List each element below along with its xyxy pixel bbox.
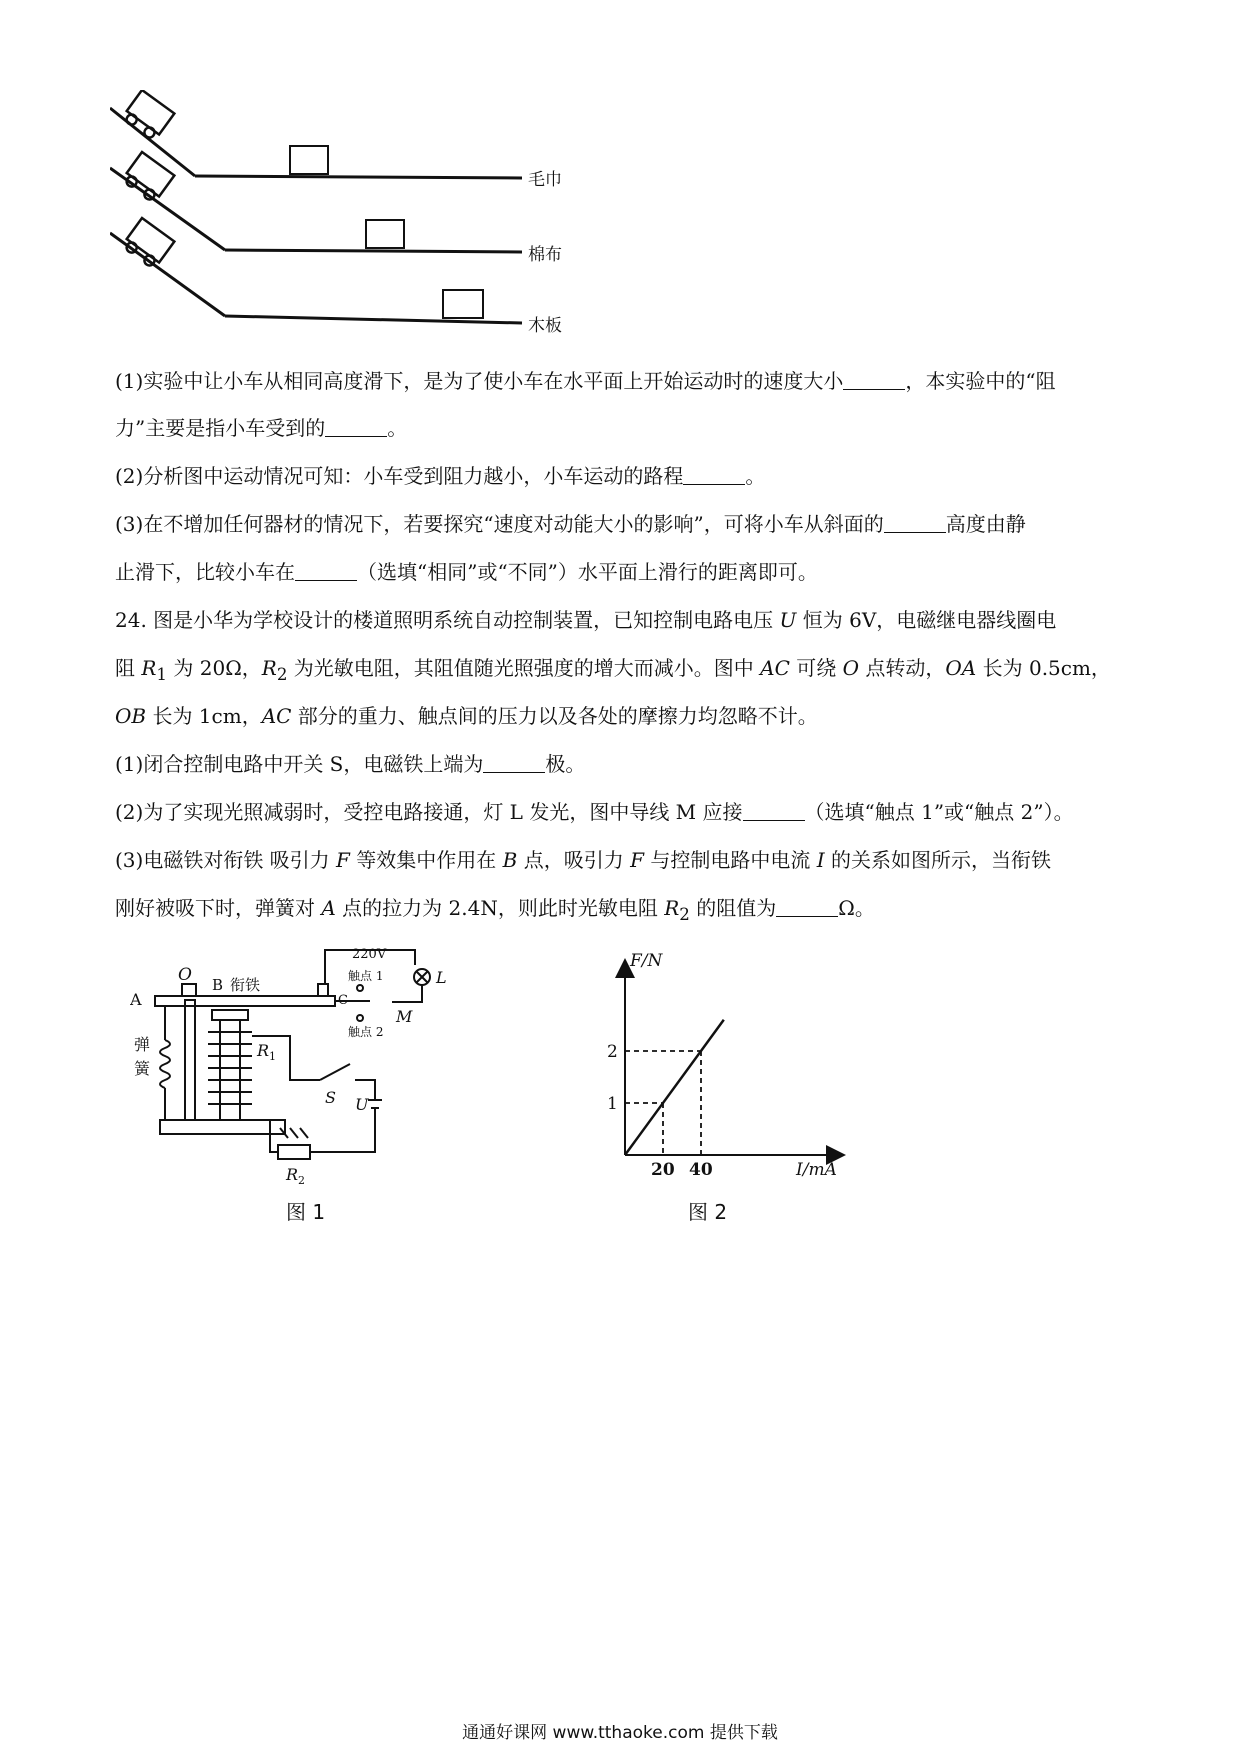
label-l: L <box>436 968 447 987</box>
q23-p3-line1: (3)在不增加任何器材的情况下，若要探究“速度对动能大小的影响”，可将小车从斜面的 高度由静 <box>115 512 1026 536</box>
label-contact-1: 触点 1 <box>348 969 384 983</box>
y-axis-label: F/N <box>630 951 663 971</box>
contact-1 <box>357 985 363 991</box>
label-spring-2: 簧 <box>134 1059 151 1078</box>
q24-stem-line2: 阻 $R_1$ 为 20Ω，$R_2$ 为光敏电阻，其阻值随光照强度的增大而减小。图中 AC 可绕 O 点转动，OA 长为 0.5cm， <box>115 656 1111 684</box>
label-o: O <box>178 965 192 985</box>
label-s: S <box>325 1088 336 1107</box>
frame-post <box>185 1000 195 1120</box>
cart-on-floor-1 <box>290 146 328 174</box>
lever-arm <box>155 996 335 1006</box>
relay-circuit-figure <box>130 940 510 1190</box>
surface-label-cotton: 棉布 <box>528 245 562 265</box>
label-contact-2: 触点 2 <box>348 1025 384 1039</box>
wire-r2-left <box>270 1120 278 1152</box>
q23-p1-line1: (1)实验中让小车从相同高度滑下，是为了使小车在水平面上开始运动时的速度大小 ，本实验中的“阻 <box>115 369 1056 393</box>
answer-blank[interactable] <box>884 514 946 533</box>
label-220v: 220V <box>352 947 387 962</box>
label-c: C <box>338 993 348 1008</box>
figure-2-caption: 图 2 <box>688 1200 728 1224</box>
slope-line-1 <box>110 108 195 176</box>
q24-stem-line1: 24. 图是小华为学校设计的楼道照明系统自动控制装置，已知控制电路电压 U 恒为 6V，电磁继电器线圈电 <box>115 608 1057 632</box>
label-m: M <box>396 1007 413 1026</box>
label-u: U <box>355 1095 369 1114</box>
contact-block <box>318 984 328 996</box>
page-footer: 通通好课网 www.tthaoke.com 提供下载 <box>462 1723 778 1743</box>
answer-blank[interactable] <box>483 754 545 773</box>
surface-label-wood: 木板 <box>528 316 562 336</box>
cart-on-floor-3 <box>443 290 483 318</box>
magnet-coil <box>208 1032 252 1104</box>
cart-slope-figure <box>110 90 670 350</box>
answer-blank[interactable] <box>843 371 905 390</box>
photoresistor-r2 <box>278 1145 310 1159</box>
base-plate <box>160 1120 285 1134</box>
magnet-cap <box>212 1010 248 1020</box>
surface-label-towel: 毛巾 <box>528 170 562 190</box>
spring-coil <box>160 1040 170 1088</box>
floor-line-2 <box>225 250 522 252</box>
series-line <box>625 1020 724 1155</box>
answer-blank[interactable] <box>325 418 387 437</box>
q23-p3-line2: 止滑下，比较小车在 （选填“相同”或“不同”）水平面上滑行的距离即可。 <box>115 560 818 584</box>
label-r1: $R_1$ <box>257 1041 277 1063</box>
answer-blank[interactable] <box>743 802 805 821</box>
answer-blank[interactable] <box>295 562 357 581</box>
floor-line-1 <box>195 176 522 178</box>
label-spring-1: 弹 <box>134 1035 151 1054</box>
q24-p2: (2)为了实现光照减弱时，受控电路接通，灯 L 发光，图中导线 M 应接 （选填“触点 1”或“触点 2”）。 <box>115 800 1074 824</box>
answer-blank[interactable] <box>776 898 838 917</box>
cart-on-slope-1 <box>121 90 174 142</box>
q24-p1: (1)闭合控制电路中开关 S，电磁铁上端为 极。 <box>115 752 586 776</box>
label-r2: $R_2$ <box>286 1165 306 1187</box>
contact-2 <box>357 1015 363 1021</box>
x-tick-label-0: 20 <box>651 1160 675 1180</box>
label-a: A <box>130 990 142 1009</box>
y-tick-label-0: 1 <box>607 1094 618 1114</box>
label-armature: 衔铁 <box>230 976 261 994</box>
wire-battery-bottom <box>310 1108 375 1152</box>
switch-s-blade <box>320 1064 350 1080</box>
label-b: B <box>212 976 224 994</box>
y-tick-label-1: 2 <box>607 1042 618 1062</box>
wire-m <box>392 985 422 1002</box>
q24-p3-line1: (3)电磁铁对衔铁 吸引力 F 等效集中作用在 B 点，吸引力 F 与控制电路中电流 I 的关系如图所示，当衔铁 <box>115 848 1051 872</box>
cart-on-floor-2 <box>366 220 404 248</box>
q24-stem-line3: OB 长为 1cm，AC 部分的重力、触点间的压力以及各处的摩擦力均忽略不计。 <box>115 704 818 728</box>
figure-1-caption: 图 1 <box>286 1200 326 1224</box>
q23-p1-line2: 力”主要是指小车受到的 。 <box>115 416 408 440</box>
x-axis-label: I/mA <box>796 1160 837 1180</box>
q24-p3-line2: 刚好被吸下时，弹簧对 A 点的拉力为 2.4N，则此时光敏电阻 $R_2$ 的阻值为 Ω。 <box>115 896 875 924</box>
q23-p2: (2)分析图中运动情况可知：小车受到阻力越小，小车运动的路程 。 <box>115 464 766 488</box>
force-current-chart <box>590 940 880 1190</box>
x-tick-label-1: 40 <box>689 1160 713 1180</box>
pivot-o <box>182 984 196 996</box>
answer-blank[interactable] <box>683 466 745 485</box>
